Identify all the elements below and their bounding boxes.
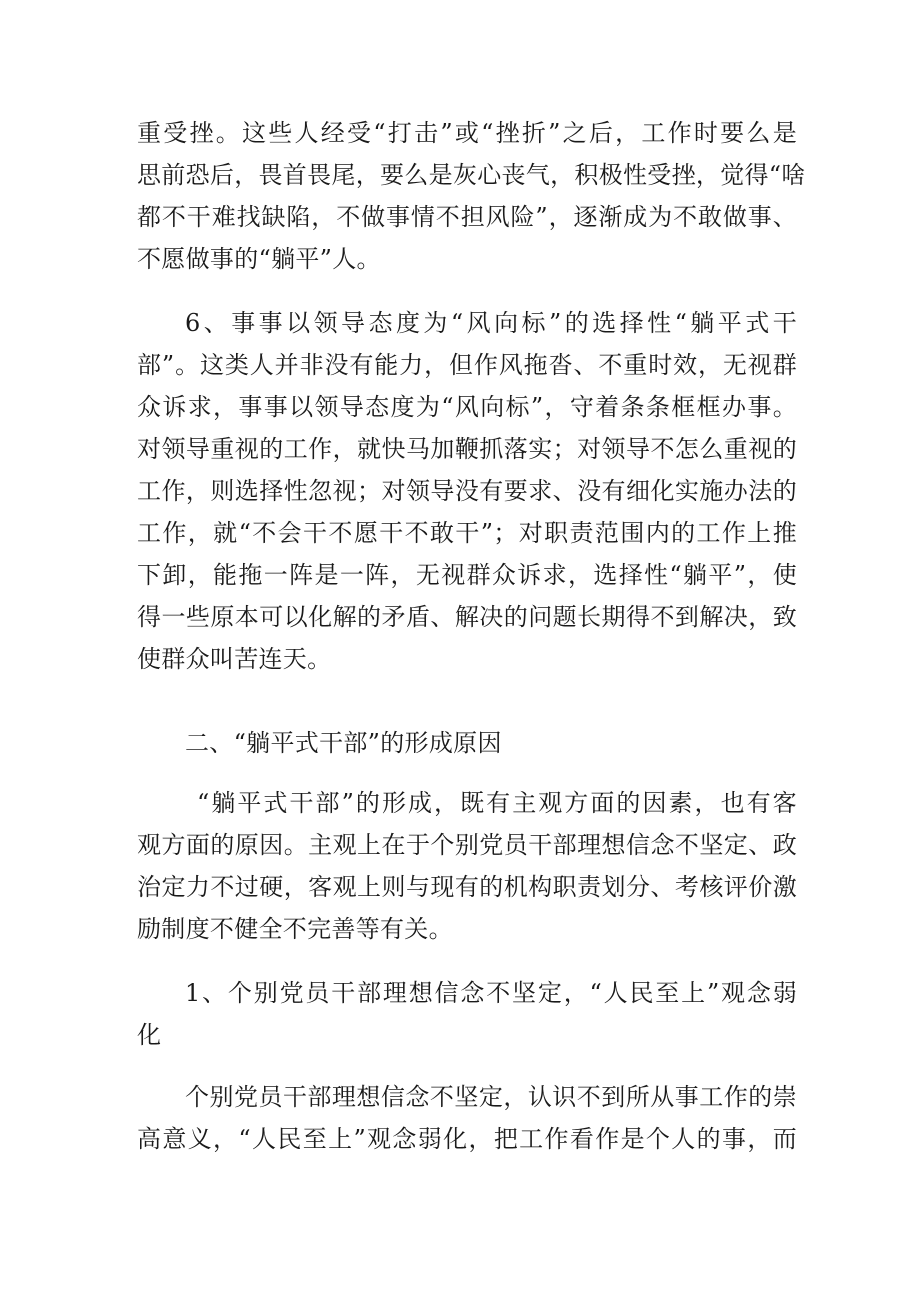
text-line: 重受挫。这些人经受“打击”或“挫折”之后，工作时要么是 [137, 119, 797, 147]
text-line: 化 [137, 1021, 162, 1049]
text-line: 对领导重视的工作，就快马加鞭抓落实；对领导不怎么重视的 [137, 435, 797, 463]
paragraph-item-6 [137, 302, 797, 680]
text-line: 众诉求，事事以领导态度为“风向标”，守着条条框框办事。 [137, 393, 797, 421]
paragraph-item-1-body [137, 1076, 797, 1160]
text-line: 都不干难找缺陷，不做事情不担风险”，逐渐成为不敢做事、 [137, 203, 797, 231]
text-line: 部”。这类人并非没有能力，但作风拖沓、不重时效，无视群 [137, 351, 797, 379]
text-line: 个别党员干部理想信念不坚定，认识不到所从事工作的崇 [185, 1083, 797, 1111]
text-line: 高意义，“人民至上”观念弱化，把工作看作是个人的事，而 [137, 1125, 797, 1153]
text-line: 工作，则选择性忽视；对领导没有要求、没有细化实施办法的 [137, 477, 797, 505]
text-line: 6、事事以领导态度为“风向标”的选择性“躺平式干 [185, 309, 797, 337]
text-line: 不愿做事的“躺平”人。 [137, 245, 381, 273]
text-line: 励制度不健全不完善等有关。 [137, 915, 453, 943]
text-line: 观方面的原因。主观上在于个别党员干部理想信念不坚定、政 [137, 831, 797, 859]
text-line: 工作，就“不会干不愿干不敢干”；对职责范围内的工作上推 [137, 519, 797, 547]
paragraph-causes-intro [137, 782, 797, 950]
text-line: 1、个别党员干部理想信念不坚定，“人民至上”观念弱 [185, 979, 797, 1007]
text-line: 得一些原本可以化解的矛盾、解决的问题长期得不到解决，致 [137, 603, 797, 631]
text-line: 治定力不过硬，客观上则与现有的机构职责划分、考核评价激 [137, 873, 797, 901]
paragraph-continuation [137, 112, 806, 280]
text-line: 使群众叫苦连天。 [137, 645, 332, 673]
text-line: 下卸，能拖一阵是一阵，无视群众诉求，选择性“躺平”，使 [137, 561, 797, 589]
text-line: 思前恐后，畏首畏尾，要么是灰心丧气，积极性受挫，觉得“啥 [137, 161, 806, 189]
subheading-item-1 [137, 972, 797, 1056]
section-heading: 二、“躺平式干部”的形成原因 [185, 729, 502, 757]
text-line: “躺平式干部”的形成，既有主观方面的因素，也有客 [197, 789, 797, 817]
